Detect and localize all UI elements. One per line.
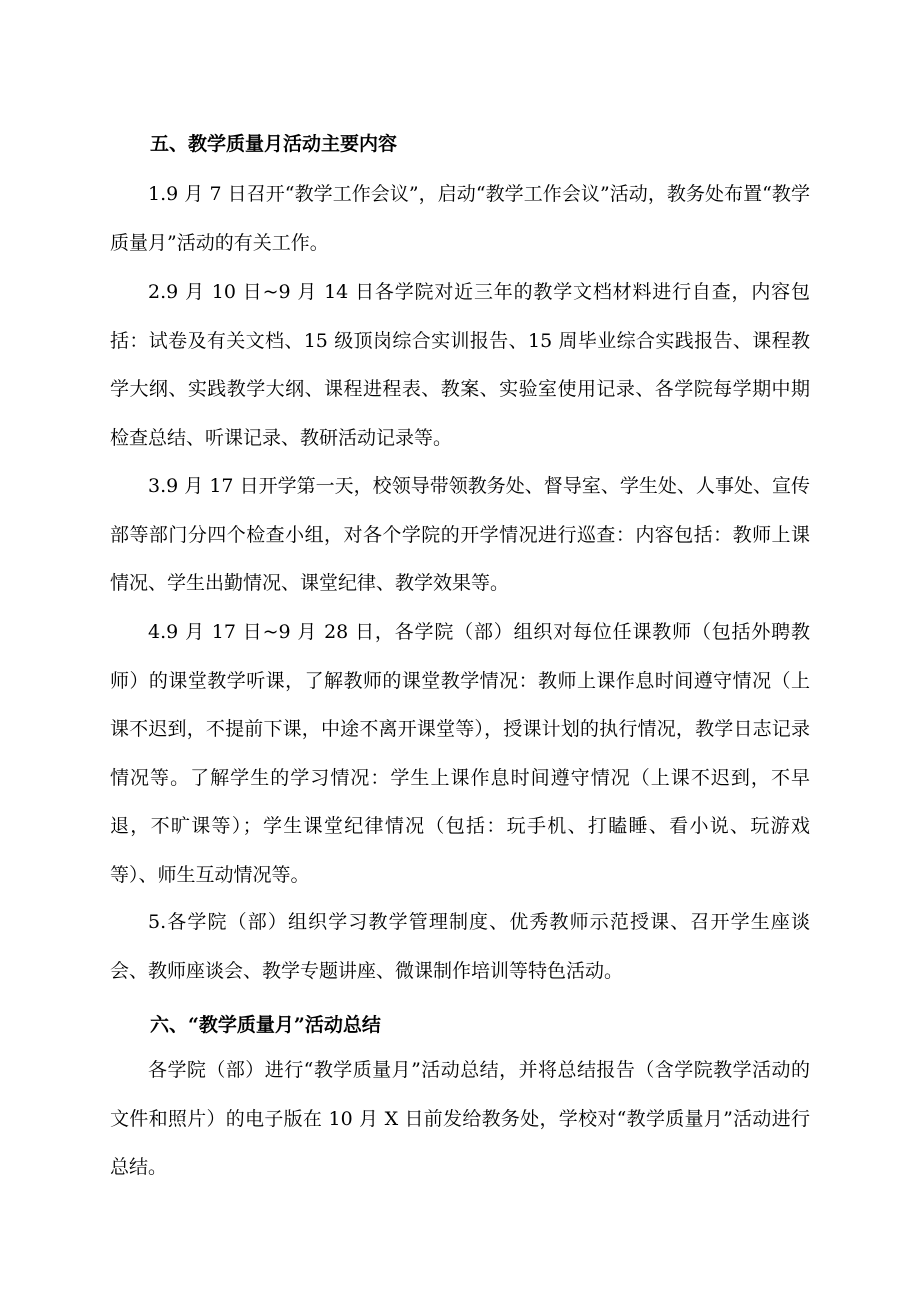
section6-body: 各学院（部）进行“教学质量月”活动总结，并将总结报告（含学院教学活动的文件和照片）的电子版在 10 月 X 日前发给教务处，学校对“教学质量月”活动进行总结。 bbox=[110, 1059, 810, 1179]
section5-item-3: 3.9 月 17 日开学第一天，校领导带领教务处、督导室、学生处、人事处、宣传部等部门分四个检查小组，对各个学院的开学情况进行巡查：内容包括：教师上课情况、学生出勤情况、课堂纪律、教学效果等。 bbox=[110, 475, 810, 595]
section5-item-2: 2.9 月 10 日~9 月 14 日各学院对近三年的教学文档材料进行自查，内容包括：试卷及有关文档、15 级顶岗综合实训报告、15 周毕业综合实践报告、课程教学大纲、实践教学大纲、课程进程表、教案、实验室使用记录、各学院每学期中期检查总结、听课记录、教研活动记录等。 bbox=[110, 281, 810, 449]
section5-item-1: 1.9 月 7 日召开“教学工作会议”，启动“教学工作会议”活动，教务处布置“教学质量月”活动的有关工作。 bbox=[110, 183, 810, 254]
section5-item-4: 4.9 月 17 日~9 月 28 日，各学院（部）组织对每位任课教师（包括外聘教师）的课堂教学听课，了解教师的课堂教学情况：教师上课作息时间遵守情况（上课不迟到，不提前下课，中途不离开课堂等），授课计划的执行情况，教学日志记录情况等。了解学生的学习情况：学生上课作息时间遵守情况（上课不迟到，不早退，不旷课等）；学生课堂纪律情况（包括：玩手机、打瞌睡、看小说、玩游戏等）、师生互动情况等。 bbox=[110, 621, 810, 886]
section5-heading: 五、教学质量月活动主要内容 bbox=[150, 133, 398, 155]
section6-heading: 六、“教学质量月”活动总结 bbox=[150, 1014, 381, 1036]
section5-item-5: 5.各学院（部）组织学习教学管理制度、优秀教师示范授课、召开学生座谈会、教师座谈会、教学专题讲座、微课制作培训等特色活动。 bbox=[110, 911, 810, 982]
